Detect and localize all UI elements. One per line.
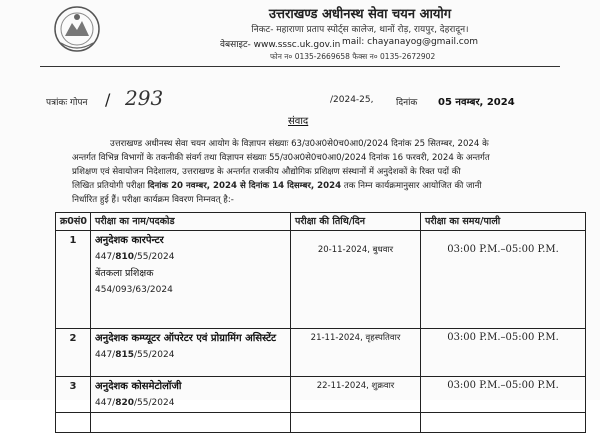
post-code-suffix: /55/2024 (134, 398, 175, 408)
sub-post-code: 454/093/63/2024 (95, 285, 173, 295)
subject-heading: संवाद (288, 116, 309, 127)
body-line-3: प्रशिक्षण एवं सेवायोजन निदेशालय, उत्तराखण्ड के अन्तर्गत राजकीय औद्योगिक प्रशिक्षण संस्थानों में अनुदेशकों के रिक्त पदों की (72, 167, 461, 177)
exam-name-cell (91, 329, 291, 377)
header-serial: क्र0सं0 (56, 213, 91, 231)
post-code-prefix: 447/ (95, 398, 116, 408)
exam-schedule-table (55, 212, 586, 433)
body-line-4 (72, 179, 572, 191)
post-name: अनुदेशक कम्प्यूटर ऑपरेटर एवं प्रोग्रामिंग असिस्टेंट (95, 333, 277, 344)
org-address: निकट- महाराणा प्रताप स्पोर्ट्स कालेज, थानों रोड़, रायपुर, देहरादून। (251, 25, 469, 35)
sub-post-name: बेंतकला प्रशिक्षक (95, 268, 154, 279)
org-name: उत्तराखण्ड अधीनस्थ सेवा चयन आयोग (268, 7, 452, 22)
exam-date: 21-11-2024, वृहस्पतिवार (291, 329, 421, 377)
org-website[interactable]: वेबसाइट- www.sssc.uk.gov.in (220, 40, 341, 50)
table-row-partial (56, 413, 586, 433)
post-code-prefix: 447/ (95, 252, 116, 262)
reference-number: 293 (125, 86, 164, 110)
post-code (95, 251, 286, 264)
post-code-suffix: /55/2024 (134, 350, 175, 360)
exam-name-cell (91, 231, 291, 329)
exam-time (421, 329, 586, 377)
body-line-1: उत्तराखण्ड अधीनस्थ सेवा चयन आयोग के विज्ञापन संख्याः 63/उ0अ0से0च0आ0/2024 दिनांक 25 सितम्बर, 2024 के (110, 139, 489, 149)
table-row (56, 329, 586, 377)
uksssc-emblem-icon (52, 3, 102, 53)
serial-number: 3 (56, 377, 91, 413)
exam-time-partial (421, 413, 586, 433)
header-exam-name: परीक्षा का नाम/पदकोड (91, 213, 291, 231)
reference-date-label: दिनांक (396, 98, 418, 108)
org-phone: फोन न० 0135-2669658 फैक्स न० 0135-2672902 (270, 52, 436, 61)
body-line-4-post: तक निम्न कार्यक्रमानुसार आयोजित की जानी (343, 181, 482, 191)
reference-slash: / (105, 90, 111, 109)
body-line-5: निर्धारित हुई हैं। परीक्षा कार्यक्रम विवरण निम्नवत् है:- (72, 195, 234, 205)
header-exam-time: परीक्षा का समय/पाली (421, 213, 586, 231)
body-line-4-pre: लिखित प्रतियोगी परीक्षा (72, 181, 145, 191)
exam-time (421, 377, 586, 413)
post-code-main: 820 (115, 398, 135, 408)
exam-name-partial (91, 413, 291, 433)
exam-time-value: 03:00 P.M.–05:00 P.M. (447, 380, 559, 391)
reference-year: /2024-25, (330, 95, 374, 105)
exam-date-partial (291, 413, 421, 433)
reference-label: पत्रांकः गोपन (46, 98, 88, 108)
post-code (95, 349, 286, 362)
exam-date: 20-11-2024, बुधवार (291, 231, 421, 329)
post-code-main: 815 (115, 350, 135, 360)
org-email[interactable]: mail: chayanayog@gmail.com (342, 37, 479, 47)
reference-date: 05 नवम्बर, 2024 (438, 97, 515, 108)
exam-time-value: 03:00 P.M.–05:00 P.M. (447, 332, 559, 343)
post-code-main: 810 (115, 252, 135, 262)
post-name: अनुदेशक कोसमेटोलॉजी (95, 381, 182, 392)
post-code-prefix: 447/ (95, 350, 116, 360)
table-row (56, 231, 586, 329)
exam-date: 22-11-2024, शुक्रवार (291, 377, 421, 413)
serial-number-partial (56, 413, 91, 433)
serial-number: 2 (56, 329, 91, 377)
serial-number: 1 (56, 231, 91, 329)
post-code (95, 397, 286, 410)
header-divider (40, 66, 560, 67)
exam-name-cell (91, 377, 291, 413)
post-code-suffix: /55/2024 (134, 252, 175, 262)
exam-date-range: दिनांक 20 नवम्बर, 2024 से दिनांक 14 दिसम्बर, 2024 (147, 181, 342, 191)
post-name: अनुदेशक कारपेन्टर (95, 235, 164, 246)
exam-time-value: 03:00 P.M.–05:00 P.M. (447, 244, 559, 255)
header-exam-date: परीक्षा की तिथि/दिन (291, 213, 421, 231)
exam-time (421, 231, 586, 329)
table-row (56, 377, 586, 413)
table-header-row (56, 213, 586, 231)
body-line-2: अन्तर्गत विभिन्न विभागों के तकनीकी संवर्ग तथा विज्ञापन संख्याः 55/उ0अ0से0च0आ0/2024 दिनांक 16 फरवरी, 2024 के अन्तर्गत (72, 153, 490, 163)
